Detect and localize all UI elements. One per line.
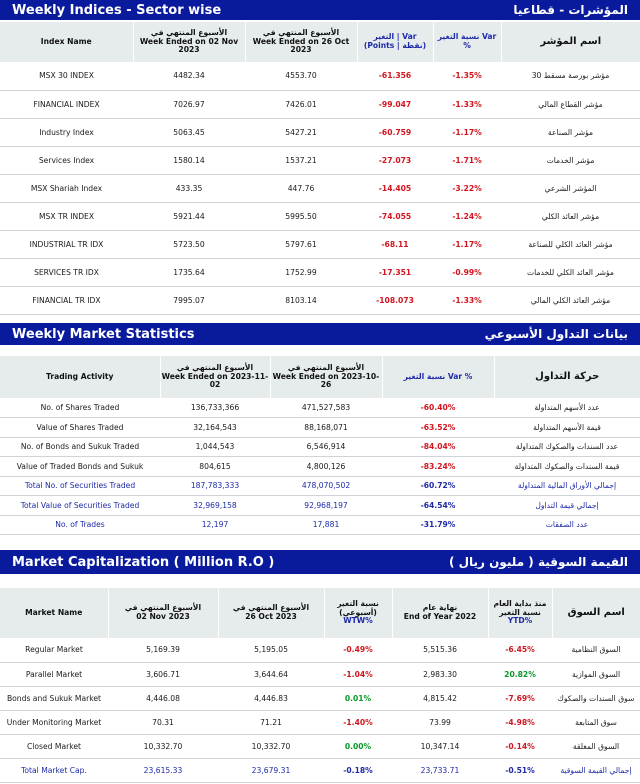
var-points-value: -17.351 [357,258,433,286]
eoy-value: 73.99 [392,710,488,734]
market-name-ar: إجمالي القيمة السوقية [552,758,640,782]
week-nov-value: 5,169.39 [108,638,218,662]
activity-name-ar: عدد الأسهم المتداولة [494,398,640,418]
activity-name-ar: عدد الصفقات [494,515,640,535]
col-week-nov: الأسبوع المنتهي في Week Ended on 02 Nov 2023 [133,22,245,62]
index-name-ar: مؤشر العائد الكلي [501,202,640,230]
table-row [0,437,640,457]
week-oct-value: 71.21 [218,710,324,734]
table-row [0,174,640,202]
week-oct-value: 1752.99 [245,258,357,286]
activity-name-ar: عدد السندات والصكوك المتداولة [494,437,640,457]
var-pct-value: -84.04% [382,437,494,457]
var-pct-value: -1.33% [433,90,501,118]
week-nov-value: 10,332.70 [108,734,218,758]
week-nov-value: 12,197 [160,515,270,535]
market-name-ar: سوق المتابعة [552,710,640,734]
ytd-value: -6.45% [488,638,552,662]
col-index-name: Index Name [0,22,133,62]
activity-name-ar: قيمة السندات والصكوك المتداولة [494,457,640,477]
col-eoy: نهاية عام End of Year 2022 [392,588,488,638]
week-nov-value: 7026.97 [133,90,245,118]
week-nov-value: 187,783,333 [160,476,270,496]
var-points-value: -14.405 [357,174,433,202]
var-pct-value: -1.17% [433,118,501,146]
var-pct-value: -1.17% [433,230,501,258]
eoy-value: 23,733.71 [392,758,488,782]
var-pct-value: -64.54% [382,496,494,516]
wtw-value: -0.18% [324,758,392,782]
var-points-value: -27.073 [357,146,433,174]
table-row [0,230,640,258]
activity-name: Value of Traded Bonds and Sukuk [0,457,160,477]
week-oct-value: 5995.50 [245,202,357,230]
activity-name: Total No. of Securities Traded [0,476,160,496]
week-nov-value: 1580.14 [133,146,245,174]
index-name-ar: المؤشر الشرعي [501,174,640,202]
stats-title-ar: بيانات التداول الأسبوعي [484,327,628,341]
week-oct-value: 4,800,126 [270,457,382,477]
table-row [0,515,640,535]
var-pct-value: -1.33% [433,286,501,314]
table-row [0,146,640,174]
var-pct-value: -63.52% [382,418,494,438]
wtw-value: -1.40% [324,710,392,734]
eoy-value: 10,347.14 [392,734,488,758]
col-wtw: نسبة التغير (أسبوعي) WTW% [324,588,392,638]
market-name: Total Market Cap. [0,758,108,782]
index-name: MSX Shariah Index [0,174,133,202]
week-nov-value: 5723.50 [133,230,245,258]
index-name: MSX 30 INDEX [0,62,133,90]
var-points-value: -60.759 [357,118,433,146]
week-nov-value: 433.35 [133,174,245,202]
week-oct-value: 5427.21 [245,118,357,146]
week-oct-value: 7426.01 [245,90,357,118]
var-pct-value: -0.99% [433,258,501,286]
index-name-ar: مؤشر الصناعة [501,118,640,146]
table-row [0,286,640,314]
activity-name-ar: إجمالي الأوراق المالية المتداولة [494,476,640,496]
table-row [0,202,640,230]
ytd-value: -0.14% [488,734,552,758]
wtw-value: -0.49% [324,638,392,662]
cap-table [0,588,640,783]
table-row [0,118,640,146]
market-name: Closed Market [0,734,108,758]
col-week-nov: الأسبوع المنتهي في 02 Nov 2023 [108,588,218,638]
sector-title-ar: المؤشرات - قطاعيا [513,3,628,17]
index-name: FINANCIAL INDEX [0,90,133,118]
var-pct-value: -3.22% [433,174,501,202]
week-nov-value: 3,606.71 [108,662,218,686]
var-pct-value: -60.40% [382,398,494,418]
col-index-ar: اسم المؤشر [501,22,640,62]
table-row [0,476,640,496]
market-name: Regular Market [0,638,108,662]
table-row [0,662,640,686]
activity-name: Total Value of Securities Traded [0,496,160,516]
table-row [0,638,640,662]
week-nov-value: 32,164,543 [160,418,270,438]
ytd-value: 20.82% [488,662,552,686]
week-oct-value: 23,679.31 [218,758,324,782]
market-name: Under Monitoring Market [0,710,108,734]
week-oct-value: 3,644.64 [218,662,324,686]
index-name-ar: مؤشر الخدمات [501,146,640,174]
col-week-oct: الأسبوع المنتهي في Week Ended on 26 Oct 2023 [245,22,357,62]
index-name-ar: مؤشر القطاع المالي [501,90,640,118]
activity-name: No. of Trades [0,515,160,535]
ytd-value: -4.98% [488,710,552,734]
ytd-value: -0.51% [488,758,552,782]
market-name-ar: السوق المغلقة [552,734,640,758]
col-activity-ar: حركة التداول [494,356,640,398]
table-row [0,398,640,418]
var-pct-value: -31.79% [382,515,494,535]
var-points-value: -68.11 [357,230,433,258]
table-row [0,496,640,516]
col-ytd: منذ بداية العام نسبة التغير YTD% [488,588,552,638]
col-market-name: Market Name [0,588,108,638]
table-row [0,418,640,438]
table-row [0,90,640,118]
table-row [0,457,640,477]
week-nov-value: 32,969,158 [160,496,270,516]
week-nov-value: 1,044,543 [160,437,270,457]
index-name: SERVICES TR IDX [0,258,133,286]
index-name: FINANCIAL TR IDX [0,286,133,314]
var-pct-value: -1.71% [433,146,501,174]
eoy-value: 5,515.36 [392,638,488,662]
week-nov-value: 136,733,366 [160,398,270,418]
week-oct-value: 1537.21 [245,146,357,174]
var-pct-value: -1.35% [433,62,501,90]
eoy-value: 2,983.30 [392,662,488,686]
table-row [0,686,640,710]
activity-name: Value of Shares Traded [0,418,160,438]
week-nov-value: 70.31 [108,710,218,734]
var-points-value: -74.055 [357,202,433,230]
week-nov-value: 23,615.33 [108,758,218,782]
cap-title-ar: القيمة السوقية ( مليون ريال ) [448,555,628,569]
var-points-value: -108.073 [357,286,433,314]
col-week-oct: الأسبوع المنتهي في 26 Oct 2023 [218,588,324,638]
col-var-pct: نسبة التغير Var % [382,356,494,398]
market-name-ar: السوق الموازية [552,662,640,686]
market-name: Bonds and Sukuk Market [0,686,108,710]
week-oct-value: 92,968,197 [270,496,382,516]
table-row [0,62,640,90]
index-name: Industry Index [0,118,133,146]
table-row [0,734,640,758]
activity-name-ar: قيمة الأسهم المتداولة [494,418,640,438]
index-name-ar: مؤشر العائد الكلي للخدمات [501,258,640,286]
week-oct-value: 4,446.83 [218,686,324,710]
col-var-pct: نسبة التغير Var % [433,22,501,62]
sector-title: Weekly Indices - Sector wise [12,2,222,18]
cap-band [0,550,640,574]
week-oct-value: 88,168,071 [270,418,382,438]
week-nov-value: 1735.64 [133,258,245,286]
wtw-value: -1.04% [324,662,392,686]
col-week-nov: الأسبوع المنتهي في Week Ended on 2023-11-02 [160,356,270,398]
table-row [0,258,640,286]
week-oct-value: 17,881 [270,515,382,535]
eoy-value: 4,815.42 [392,686,488,710]
week-oct-value: 6,546,914 [270,437,382,457]
activity-name-ar: إجمالي قيمة التداول [494,496,640,516]
index-name: Services Index [0,146,133,174]
table-row [0,710,640,734]
var-points-value: -61.356 [357,62,433,90]
var-pct-value: -83.24% [382,457,494,477]
wtw-value: 0.00% [324,734,392,758]
index-name-ar: مؤشر بورصة مسقط 30 [501,62,640,90]
market-name: Parallel Market [0,662,108,686]
week-nov-value: 804,615 [160,457,270,477]
col-trading-activity: Trading Activity [0,356,160,398]
week-nov-value: 5063.45 [133,118,245,146]
index-name: INDUSTRIAL TR IDX [0,230,133,258]
ytd-value: -7.69% [488,686,552,710]
market-name-ar: السوق النظامية [552,638,640,662]
week-oct-value: 10,332.70 [218,734,324,758]
index-name-ar: مؤشر العائد الكلي المالي [501,286,640,314]
var-pct-value: -60.72% [382,476,494,496]
week-oct-value: 478,070,502 [270,476,382,496]
week-nov-value: 4,446.08 [108,686,218,710]
stats-table [0,356,640,535]
index-name-ar: مؤشر العائد الكلي للصناعة [501,230,640,258]
week-oct-value: 4553.70 [245,62,357,90]
sector-band [0,0,640,20]
var-points-value: -99.047 [357,90,433,118]
col-market-ar: اسم السوق [552,588,640,638]
table-row [0,758,640,782]
activity-name: No. of Bonds and Sukuk Traded [0,437,160,457]
col-week-oct: الأسبوع المنتهي في Week Ended on 2023-10-26 [270,356,382,398]
week-oct-value: 5,195.05 [218,638,324,662]
week-nov-value: 7995.07 [133,286,245,314]
week-oct-value: 5797.61 [245,230,357,258]
activity-name: No. of Shares Traded [0,398,160,418]
var-pct-value: -1.24% [433,202,501,230]
stats-title: Weekly Market Statistics [12,326,195,342]
week-oct-value: 447.76 [245,174,357,202]
sector-table [0,22,640,315]
market-name-ar: سوق السندات والصكوك [552,686,640,710]
week-nov-value: 4482.34 [133,62,245,90]
wtw-value: 0.01% [324,686,392,710]
index-name: MSX TR INDEX [0,202,133,230]
week-nov-value: 5921.44 [133,202,245,230]
cap-title: Market Capitalization ( Million R.O ) [12,554,275,570]
stats-band [0,323,640,345]
col-var-points: التغير | Var (Points | نقطة) [357,22,433,62]
week-oct-value: 471,527,583 [270,398,382,418]
week-oct-value: 8103.14 [245,286,357,314]
